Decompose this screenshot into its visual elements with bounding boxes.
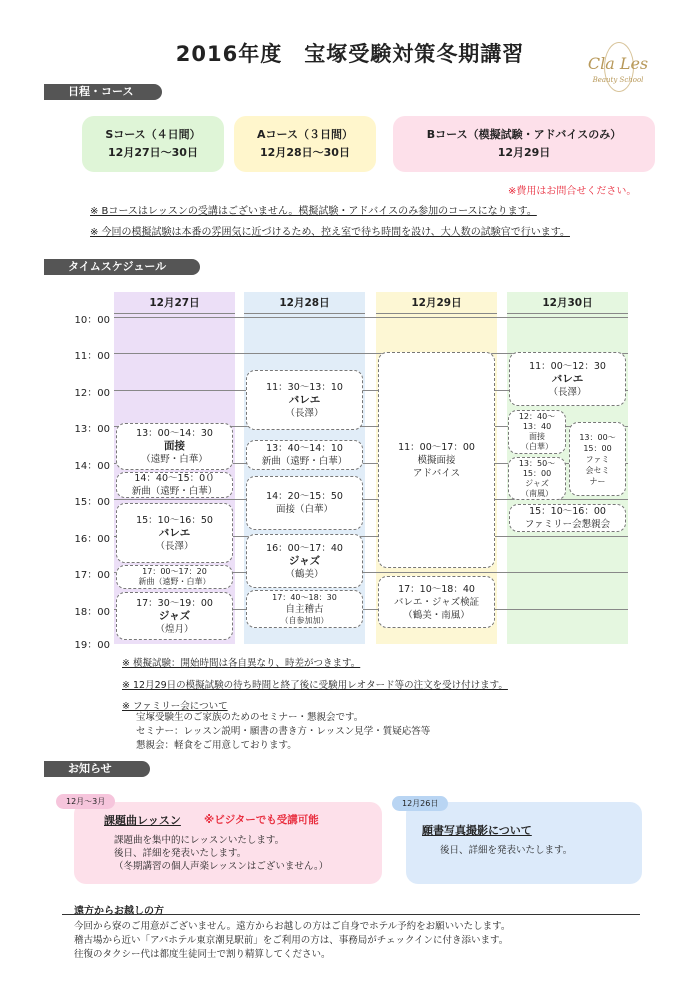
event-time-end: 13：40 xyxy=(522,422,552,431)
info-card-lesson-highlight: ※ビジターでも受講可能 xyxy=(204,814,319,826)
day-header-1228: 12月28日 xyxy=(244,292,365,314)
time-label: 19：00 xyxy=(74,640,110,651)
event-teacher: （鶴美・南風） xyxy=(403,609,470,621)
event-1228-self-practice xyxy=(246,590,363,628)
time-label: 18：00 xyxy=(74,607,110,618)
event-title: バレエ xyxy=(158,526,191,539)
fee-note: ※費用はお問合せください。 xyxy=(508,186,637,197)
event-time: 11：00〜17：00 xyxy=(398,441,475,453)
event-teacher: （鶴美） xyxy=(285,568,324,580)
family-note-lines xyxy=(136,711,430,753)
event-time: 15：10〜16：00 xyxy=(529,506,606,517)
course-b xyxy=(393,116,655,172)
event-title: 新曲（遠野・白華） xyxy=(261,456,348,467)
page-title: 2016年度 宝塚受験対策冬期講習 xyxy=(175,42,525,66)
info-card-photo-tag: 12月26日 xyxy=(392,796,448,811)
day-header-1230: 12月30日 xyxy=(507,292,628,314)
event-time: 17：40〜18：30 xyxy=(272,592,337,602)
event-teacher: （遠野・白華） xyxy=(141,454,208,465)
logo-text: Cla Les xyxy=(587,54,649,73)
time-label: 11：00 xyxy=(74,351,110,362)
course-b-dates: 12月29日 xyxy=(497,146,551,159)
event-time: 15：10〜16：50 xyxy=(136,514,213,526)
info-card-line: （冬期講習の個人声楽レッスンはございません。） xyxy=(114,861,329,872)
time-label: 16：00 xyxy=(74,534,110,545)
event-title: ジャズ xyxy=(158,609,191,622)
event-title: 面接 xyxy=(164,440,185,452)
event-1227-jazz xyxy=(116,592,233,640)
event-teacher: （長澤） xyxy=(155,540,194,552)
event-title: バレエ・ジャズ検証 xyxy=(393,596,480,608)
event-teacher: （南風） xyxy=(521,488,553,498)
section-header-schedule: 日程・コース xyxy=(44,84,162,100)
event-time: 13：00〜 xyxy=(579,432,616,442)
event-time: 14：20〜15：50 xyxy=(266,491,343,502)
event-title-1: ファミ xyxy=(585,454,610,464)
grid-line xyxy=(114,317,628,318)
logo xyxy=(582,40,654,96)
event-title: ジャズ xyxy=(525,478,549,488)
event-1228-ballet xyxy=(246,370,363,430)
course-a xyxy=(234,116,376,172)
event-1227-shinkyoku xyxy=(116,472,233,498)
time-label: 12：00 xyxy=(74,388,110,399)
event-1230-family-seminar xyxy=(569,422,626,496)
time-label: 17：00 xyxy=(74,570,110,581)
event-time: 16：00〜17：40 xyxy=(266,542,343,554)
family-note-line: セミナー：レッスン説明・願書の書き方・レッスン見学・質疑応答等 xyxy=(136,726,431,737)
event-time: 14：40〜15：0０ xyxy=(134,473,215,484)
event-title-3: ナー xyxy=(589,476,606,486)
event-1230-interview xyxy=(508,410,566,454)
day-header-1227: 12月27日 xyxy=(114,292,235,314)
course-a-name: Aコース（３日間） xyxy=(257,128,353,141)
event-1230-jazz xyxy=(508,457,566,500)
course-a-dates: 12月28日〜30日 xyxy=(260,146,350,159)
logo-subtext: Beauty School xyxy=(592,76,644,84)
course-note-2: ※ 今回の模擬試験は本番の雰囲気に近づけるため、控え室で待ち時間を設け、大人数の試験官で行います。 xyxy=(90,227,570,238)
event-teacher: （長澤） xyxy=(285,407,324,419)
section-header-info: お知らせ xyxy=(44,761,150,777)
event-title: 新曲（遠野・白華） xyxy=(138,577,211,586)
event-1227-interview xyxy=(116,423,233,470)
family-note-line: 懇親会：軽食をご用意しております。 xyxy=(136,740,297,751)
course-b-name: Bコース（模擬試験・アドバイスのみ） xyxy=(426,128,622,141)
event-time: 11：30〜13：10 xyxy=(266,381,343,393)
event-time-end: 15：00 xyxy=(522,468,552,478)
event-time: 11：00〜12：30 xyxy=(529,360,606,372)
course-note-1: ※ Bコースはレッスンの受講はございません。模擬試験・アドバイスのみ参加のコースになります。 xyxy=(90,206,537,217)
event-title: 模擬面接 xyxy=(417,454,456,466)
distant-body xyxy=(74,920,510,962)
event-1228-interview xyxy=(246,476,363,530)
event-time-end: 15：00 xyxy=(583,443,612,453)
event-teacher: （白華） xyxy=(521,442,553,451)
event-title: バレエ xyxy=(551,372,584,385)
distant-line: 今回から寮のご用意がございません。遠方からお越しの方はご自身でホテル予約をお願いいたします。 xyxy=(74,921,511,932)
event-time: 17：30〜19：00 xyxy=(136,597,213,609)
event-title: 新曲（遠野・白華） xyxy=(131,486,218,497)
event-1230-family-party xyxy=(509,504,626,532)
time-label: 15：00 xyxy=(74,497,110,508)
family-note-line: 宝塚受験生のご家族のためのセミナー・懇親会です。 xyxy=(136,712,364,723)
event-subtitle: アドバイス xyxy=(412,467,461,479)
info-card-photo-title: 願書写真撮影について xyxy=(422,824,532,837)
info-card-lesson-tag: 12月〜3月 xyxy=(56,794,115,809)
divider xyxy=(62,914,640,915)
event-1227-ballet xyxy=(116,503,233,563)
event-time: 12：40〜 xyxy=(518,412,556,421)
event-time: 17：00〜17：20 xyxy=(142,567,207,576)
event-1228-shinkyoku xyxy=(246,440,363,470)
event-1229-ballet-jazz-check xyxy=(378,576,495,628)
event-time: 17：10〜18：40 xyxy=(398,583,475,595)
event-1228-jazz xyxy=(246,534,363,588)
distant-heading: 遠方からお越しの方 xyxy=(74,906,164,917)
event-1230-ballet xyxy=(509,352,626,406)
event-title: ファミリー会懇親会 xyxy=(524,519,611,530)
event-title: ジャズ xyxy=(288,554,321,567)
info-card-line: 課題曲を集中的にレッスンいたします。 xyxy=(114,835,285,846)
event-1229-mock-interview xyxy=(378,352,495,568)
distant-line: 往復のタクシー代は都度生徒同士で割り精算してください。 xyxy=(74,949,331,960)
course-s-dates: 12月27日〜30日 xyxy=(108,146,198,159)
event-1227-shinkyoku-2 xyxy=(116,565,233,589)
event-teacher: （長澤） xyxy=(548,386,587,398)
event-title: 自主稽古 xyxy=(285,603,324,615)
event-title: 面接（白華） xyxy=(275,504,333,515)
section-header-timetable: タイムスケジュール xyxy=(44,259,200,275)
event-note: （自参加加） xyxy=(280,615,329,625)
info-card-photo-line: 後日、詳細を発表いたします。 xyxy=(440,845,573,856)
timetable-note-3: ※ ファミリー会について xyxy=(122,701,228,712)
course-s-name: Sコース（４日間） xyxy=(105,128,201,141)
info-card-line: 後日、詳細を発表いたします。 xyxy=(114,848,247,859)
time-label: 13：00 xyxy=(74,424,110,435)
time-label: 14：00 xyxy=(74,461,110,472)
event-time: 13：40〜14：10 xyxy=(266,443,343,454)
time-label: 10：00 xyxy=(74,315,110,326)
timetable-note-1: ※ 模擬試験：開始時間は各自異なり、時差がつきます。 xyxy=(122,658,361,669)
day-header-1229: 12月29日 xyxy=(376,292,497,314)
event-teacher: （煌月） xyxy=(155,623,194,635)
event-title: 面接 xyxy=(529,432,545,441)
event-time: 13：00〜14：30 xyxy=(136,428,213,439)
info-card-lesson-title: 課題曲レッスン xyxy=(104,814,181,827)
info-card-lesson-body xyxy=(114,834,328,873)
course-s xyxy=(82,116,224,172)
event-title: バレエ xyxy=(288,393,321,406)
distant-line: 稽古場から近い「アパホテル東京潮見駅前」をご利用の方は、事務局がチェックインに付き添います。 xyxy=(74,935,509,946)
event-title-2: 会セミ xyxy=(585,465,610,475)
event-time: 13：50〜 xyxy=(518,458,556,468)
timetable-note-2: ※ 12月29日の模擬試験の待ち時間と終了後に受験用レオタード等の注文を受け付けます。 xyxy=(122,680,508,691)
